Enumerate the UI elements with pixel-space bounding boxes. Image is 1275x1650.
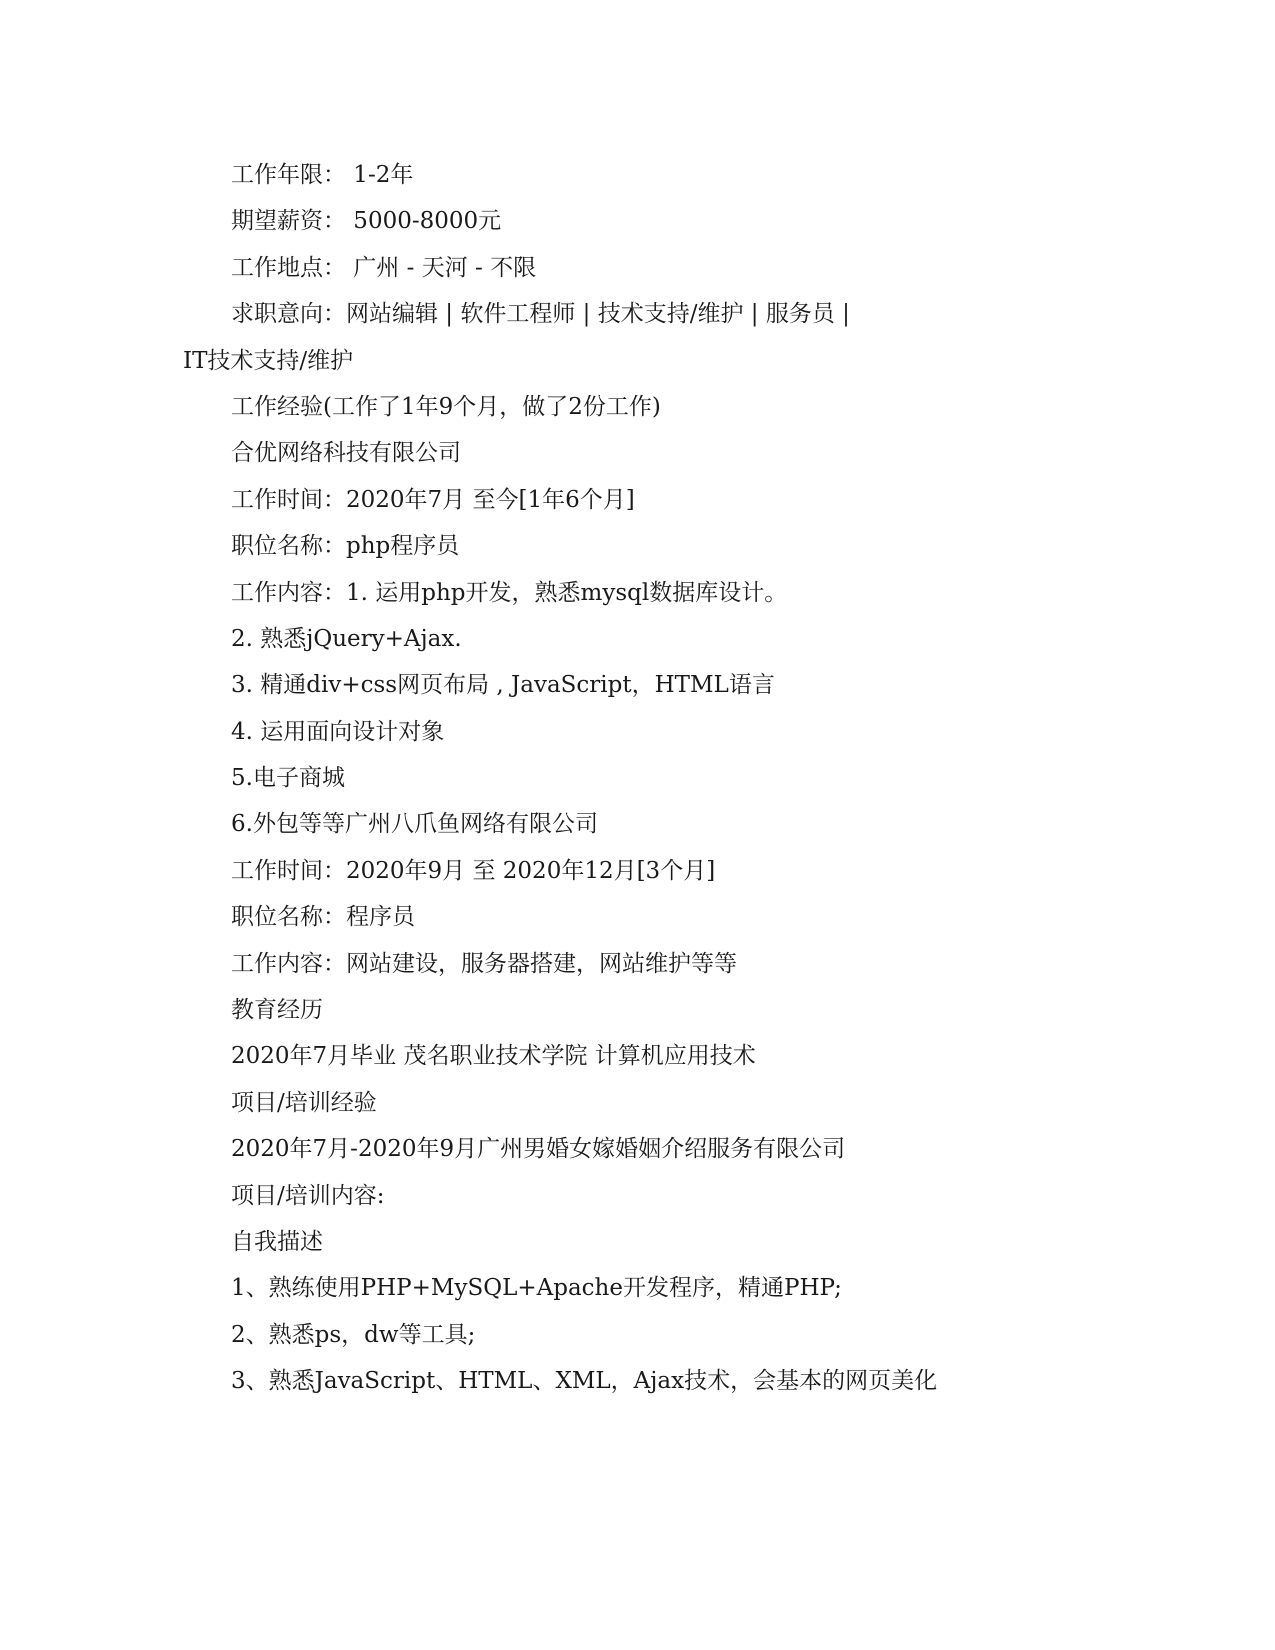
job-content-2: 工作内容：网站建设，服务器搭建，网站维护等等 [231, 950, 737, 977]
work-period-1: 工作时间：2020年7月 至今[1年6个月] [231, 486, 635, 513]
project-training-entry: 2020年7月-2020年9月广州男婚女嫁婚姻介绍服务有限公司 [231, 1136, 846, 1163]
self-description-heading: 自我描述 [231, 1228, 323, 1255]
self-description-item-3: 3、熟悉JavaScript、HTML、XML，Ajax技术，会基本的网页美化 [231, 1368, 938, 1395]
job-duty-item-4: 4. 运用面向设计对象 [231, 718, 445, 745]
job-intention-line: 求职意向：网站编辑 | 软件工程师 | 技术支持/维护 | 服务员 | [231, 301, 850, 328]
work-location-line: 工作地点： 广州 - 天河 - 不限 [231, 254, 537, 281]
expected-salary-line: 期望薪资： 5000-8000元 [231, 208, 502, 235]
job-duty-item-3: 3. 精通div+css网页布局 , JavaScript，HTML语言 [231, 672, 775, 699]
position-title-2: 职位名称：程序员 [231, 904, 415, 931]
education-entry: 2020年7月毕业 茂名职业技术学院 计算机应用技术 [231, 1043, 756, 1070]
work-experience-heading: 工作经验(工作了1年9个月，做了2份工作) [231, 393, 661, 420]
job-duty-item-5: 5.电子商城 [231, 765, 345, 792]
work-period-2: 工作时间：2020年9月 至 2020年12月[3个月] [231, 857, 716, 884]
work-years-line: 工作年限： 1-2年 [231, 162, 414, 188]
company-name-1: 合优网络科技有限公司 [231, 440, 461, 467]
job-duty-item-6-company-2: 6.外包等等广州八爪鱼网络有限公司 [231, 811, 598, 838]
job-duty-item-1: 工作内容：1. 运用php开发，熟悉mysql数据库设计。 [231, 579, 788, 606]
job-intention-continued-line: IT技术支持/维护 [183, 347, 354, 374]
self-description-item-2: 2、熟悉ps，dw等工具; [231, 1321, 476, 1348]
position-title-1: 职位名称：php程序员 [231, 533, 460, 560]
education-heading: 教育经历 [231, 997, 323, 1024]
job-duty-item-2: 2. 熟悉jQuery+Ajax. [231, 625, 462, 652]
project-training-heading: 项目/培训经验 [231, 1089, 377, 1116]
project-training-content-label: 项目/培训内容: [231, 1182, 385, 1209]
resume-body [183, 152, 963, 1405]
self-description-item-1: 1、熟练使用PHP+MySQL+Apache开发程序，精通PHP; [231, 1275, 842, 1302]
